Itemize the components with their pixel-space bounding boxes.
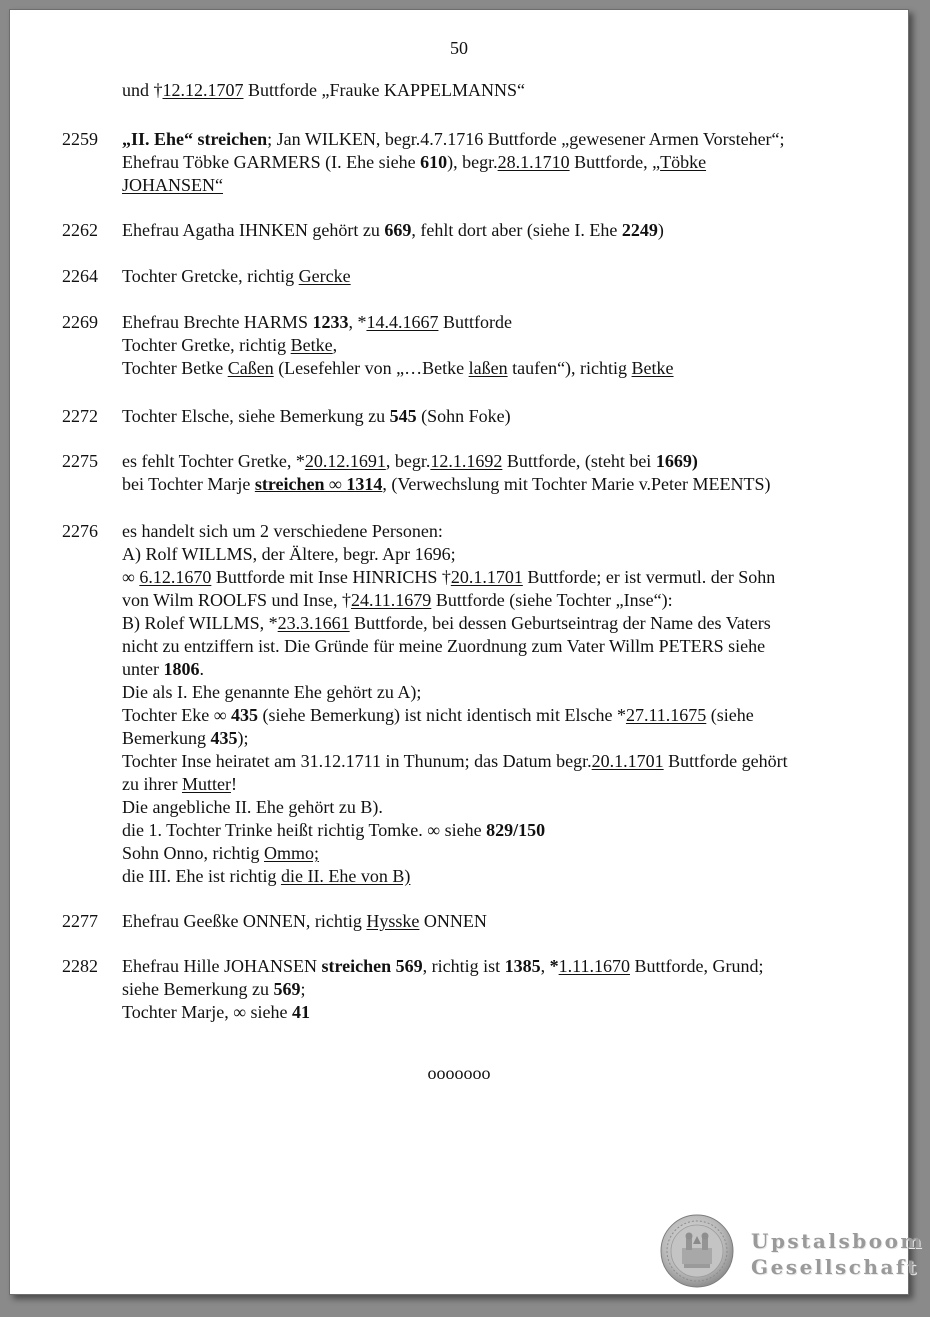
text-segment: (Sohn Foke) <box>416 406 511 426</box>
text-segment: es fehlt Tochter Gretke, * <box>122 451 305 471</box>
text-segment: taufen“), richtig <box>507 358 632 378</box>
entry-line <box>122 727 868 750</box>
page-number: 50 <box>450 38 468 58</box>
text-segment: die 1. Tochter Trinke heißt richtig Tomke. ∞ siehe <box>122 820 487 840</box>
entry-text <box>122 128 868 197</box>
entry-line <box>122 450 868 473</box>
text-segment: Betke <box>290 335 333 355</box>
text-segment: ); <box>237 728 249 748</box>
text-segment: streichen ∞ 1314 <box>254 474 383 494</box>
entry-line <box>122 681 868 704</box>
text-segment: Töbke <box>660 152 707 172</box>
text-segment: 27.11.1675 <box>625 705 707 725</box>
text-segment: Ehefrau Geeßke ONNEN, richtig <box>122 911 367 931</box>
text-segment: , <box>332 335 338 355</box>
text-segment: Ehefrau Agatha IHNKEN gehört zu <box>122 220 385 240</box>
text-segment: JOHANSEN“ <box>122 175 223 195</box>
text-segment: 545 <box>389 406 417 426</box>
text-segment: bei Tochter Marje <box>122 474 255 494</box>
entry-number: 2269 <box>62 312 98 332</box>
text-segment: 12.1.1692 <box>430 451 503 471</box>
entry-line <box>122 865 868 888</box>
entry-line <box>122 819 868 842</box>
text-segment: 1233 <box>312 312 349 332</box>
text-segment: Tochter Eke ∞ <box>122 705 232 725</box>
entry-number: 2264 <box>62 266 98 286</box>
text-segment: , begr. <box>385 451 431 471</box>
text-segment: Buttforde, bei dessen Geburtseintrag der Name des Vaters <box>349 613 771 633</box>
text-segment: Buttforde (siehe Tochter „Inse“): <box>431 590 673 610</box>
logo-wordmark: Upstalsboom Gesellschaft <box>751 1229 925 1279</box>
end-marker: ooooooo <box>427 1063 491 1083</box>
text-segment: 435 <box>210 728 238 748</box>
text-segment: ; Jan WILKEN, begr.4.7.1716 Buttforde „gewesener Armen Vorsteher“; <box>267 129 785 149</box>
text-segment: es handelt sich um 2 verschiedene Personen: <box>122 521 443 541</box>
text-segment: Tochter Elsche, siehe Bemerkung zu <box>122 406 390 426</box>
text-segment: 20.1.1701 <box>591 751 664 771</box>
entry-text <box>122 910 868 933</box>
text-segment: Tochter Gretke, richtig <box>122 335 291 355</box>
entry-number: 2276 <box>62 521 98 541</box>
seal-icon <box>660 1214 734 1288</box>
entry-number: 2259 <box>62 129 98 149</box>
text-segment: Tochter Gretcke, richtig <box>122 266 299 286</box>
text-segment: Tochter Betke <box>122 358 228 378</box>
text-segment: . <box>199 659 204 679</box>
text-segment: ; <box>300 979 306 999</box>
text-segment: Ehefrau Hille JOHANSEN <box>122 956 322 976</box>
entry-line <box>122 704 868 727</box>
text-segment: ∞ <box>122 567 140 587</box>
entry-text <box>122 265 868 288</box>
entry-line <box>122 750 868 773</box>
text-segment: 6.12.1670 <box>139 567 212 587</box>
text-segment: die II. Ehe von B) <box>280 866 411 886</box>
continuation-line: und †12.12.1707 Buttforde „Frauke KAPPELMANNS“ <box>122 80 525 100</box>
entry-number: 2275 <box>62 451 98 471</box>
text-segment: , <box>540 956 550 976</box>
entry-text <box>122 450 868 496</box>
text-segment: Caßen <box>227 358 274 378</box>
entry-line <box>122 773 868 796</box>
text-segment: 41 <box>292 1002 311 1022</box>
entry-line <box>122 219 868 242</box>
entry-number: 2282 <box>62 956 98 976</box>
text-segment: , * <box>348 312 367 332</box>
entry-line <box>122 405 868 428</box>
text-segment: unter <box>122 659 164 679</box>
entry-line <box>122 174 868 197</box>
entry-line <box>122 473 868 496</box>
text-segment: 610 <box>420 152 448 172</box>
text-segment: Sohn Onno, richtig <box>122 843 264 863</box>
text-segment: Buttforde gehört <box>663 751 788 771</box>
text-segment: „II. Ehe“ streichen <box>122 129 268 149</box>
text-segment: Buttforde; er ist vermutl. der Sohn <box>522 567 776 587</box>
entry-number: 2277 <box>62 911 98 931</box>
text-segment: (siehe <box>706 705 754 725</box>
text-segment: 14.4.1667 <box>366 312 439 332</box>
text-segment: Die angebliche II. Ehe gehört zu B). <box>122 797 383 817</box>
text-segment: Bemerkung <box>122 728 211 748</box>
text-segment: 23.3.1661 <box>277 613 350 633</box>
text-segment: 669 <box>384 220 412 240</box>
text-segment: 28.1.1710 <box>497 152 570 172</box>
text-segment: Ehefrau Töbke GARMERS (I. Ehe siehe <box>122 152 421 172</box>
text-segment: , (Verwechslung mit Tochter Marie v.Peter MEENTS) <box>382 474 771 494</box>
entry-line <box>122 566 868 589</box>
entry-line <box>122 520 868 543</box>
text-segment: 1806 <box>163 659 200 679</box>
entry-line <box>122 128 868 151</box>
text-segment: (Lesefehler von „…Betke <box>273 358 469 378</box>
text-segment: siehe Bemerkung zu <box>122 979 274 999</box>
text-segment: 2249 <box>621 220 658 240</box>
entry-line <box>122 543 868 566</box>
text-segment: 1.11.1670 <box>558 956 630 976</box>
text-segment: * <box>549 956 559 976</box>
entry-text <box>122 520 868 888</box>
text-segment: 20.1.1701 <box>450 567 523 587</box>
entry-text <box>122 955 868 1024</box>
entry-line <box>122 151 868 174</box>
text-segment: , fehlt dort aber (siehe I. Ehe <box>411 220 622 240</box>
entry-line <box>122 978 868 1001</box>
text-segment: ), begr. <box>447 152 498 172</box>
entry-number: 2262 <box>62 220 98 240</box>
text-segment: Hysske <box>366 911 420 931</box>
text-segment: Gercke <box>298 266 351 286</box>
entry-line <box>122 311 868 334</box>
text-segment: zu ihrer <box>122 774 182 794</box>
text-segment: streichen 569 <box>321 956 423 976</box>
text-segment: 435 <box>231 705 259 725</box>
text-segment: Mutter <box>181 774 231 794</box>
entry-line <box>122 955 868 978</box>
entry-line <box>122 357 868 380</box>
text-segment: Buttforde, (steht bei <box>502 451 656 471</box>
text-segment: Buttforde, Grund; <box>629 956 764 976</box>
text-segment: laßen <box>468 358 508 378</box>
text-segment: Betke <box>631 358 674 378</box>
text-segment: ) <box>657 220 664 240</box>
entry-text <box>122 219 868 242</box>
text-segment: Die als I. Ehe genannte Ehe gehört zu A); <box>122 682 422 702</box>
text-segment: 1385 <box>504 956 541 976</box>
text-segment: Buttforde <box>438 312 512 332</box>
text-segment: Buttforde, „ <box>569 152 661 172</box>
text-segment: Ehefrau Brechte HARMS <box>122 312 313 332</box>
text-segment: 829/150 <box>486 820 546 840</box>
text-segment: 20.12.1691 <box>304 451 386 471</box>
entry-line <box>122 589 868 612</box>
entry-line <box>122 796 868 819</box>
entry-line <box>122 842 868 865</box>
text-segment: von Wilm ROOLFS und Inse, † <box>122 590 351 610</box>
entry-text <box>122 405 868 428</box>
entry-number: 2272 <box>62 406 98 426</box>
text-segment: , richtig ist <box>422 956 505 976</box>
text-segment: 1669) <box>655 451 698 471</box>
text-segment: Buttforde mit Inse HINRICHS † <box>211 567 451 587</box>
text-segment: ONNEN <box>419 911 487 931</box>
entry-line <box>122 334 868 357</box>
text-segment: (siehe Bemerkung) ist nicht identisch mit Elsche * <box>258 705 626 725</box>
text-segment: 569 <box>273 979 301 999</box>
text-segment: A) Rolf WILLMS, der Ältere, begr. Apr 1696; <box>122 544 456 564</box>
text-segment: Tochter Inse heiratet am 31.12.1711 in Thunum; das Datum begr. <box>122 751 592 771</box>
entry-text <box>122 311 868 380</box>
text-segment: 24.11.1679 <box>350 590 432 610</box>
text-segment: Ommo; <box>264 843 320 863</box>
entry-line <box>122 1001 868 1024</box>
text-segment: Tochter Marje, ∞ siehe <box>122 1002 293 1022</box>
text-segment: B) Rolef WILLMS, * <box>122 613 278 633</box>
entry-line <box>122 910 868 933</box>
document-page <box>9 9 925 1295</box>
entry-line <box>122 658 868 681</box>
entry-line <box>122 612 868 635</box>
entry-line <box>122 635 868 658</box>
text-segment: nicht zu entziffern ist. Die Gründe für meine Zuordnung zum Vater Willm PETERS siehe <box>122 636 766 656</box>
text-segment: die III. Ehe ist richtig <box>122 866 281 886</box>
entry-line <box>122 265 868 288</box>
text-segment: ! <box>230 774 237 794</box>
